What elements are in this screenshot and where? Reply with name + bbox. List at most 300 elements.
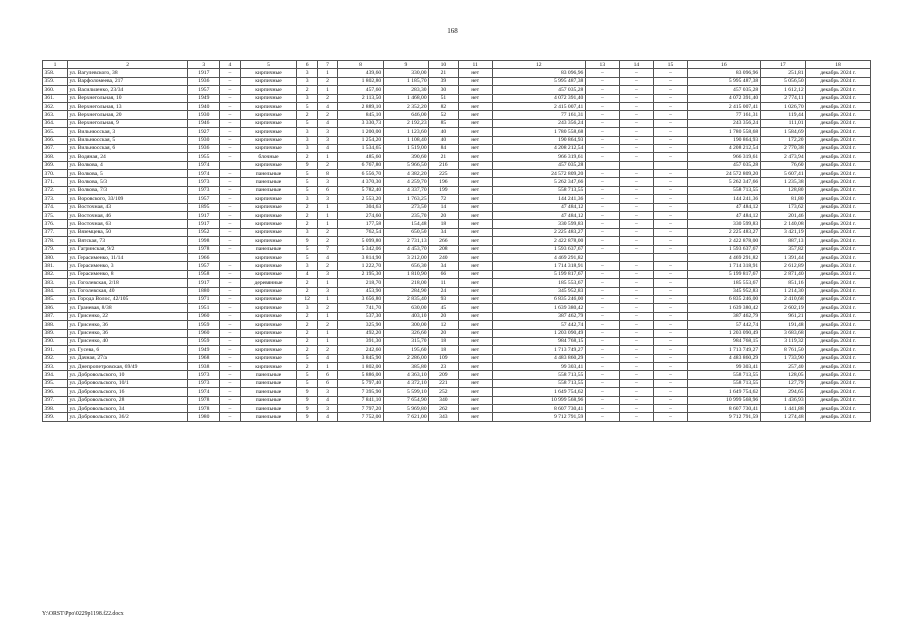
- table-cell: 99 303,41: [688, 363, 761, 371]
- table-cell: декабрь 2024 г.: [806, 396, 871, 404]
- table-cell: –: [653, 228, 687, 236]
- table-cell: ул. Днепропетровская, 69/49: [67, 363, 187, 371]
- table-cell: 1: [317, 69, 337, 77]
- table-cell: 1 534,65: [338, 144, 383, 152]
- table-cell: 3: [297, 136, 317, 144]
- table-cell: 558 713,55: [492, 371, 585, 379]
- table-cell: 7 752,00: [338, 413, 383, 421]
- table-row: [43, 86, 871, 94]
- table-cell: 283,30: [383, 86, 428, 94]
- table-cell: –: [585, 94, 619, 102]
- table-cell: –: [585, 102, 619, 110]
- table-cell: 325,90: [338, 321, 383, 329]
- table-cell: 5: [297, 371, 317, 379]
- table-cell: нет: [458, 279, 492, 287]
- table-cell: –: [619, 270, 653, 278]
- table-cell: ул. Добровольского, 36/2: [67, 413, 187, 421]
- table-cell: нет: [458, 153, 492, 161]
- table-cell: нет: [458, 262, 492, 270]
- table-cell: 845,10: [338, 111, 383, 119]
- table-cell: кирпичные: [240, 144, 297, 152]
- table-cell: 330 599,83: [492, 220, 585, 228]
- table-cell: –: [220, 337, 240, 345]
- table-row: [43, 170, 871, 178]
- table-cell: декабрь 2024 г.: [806, 321, 871, 329]
- table-cell: –: [619, 329, 653, 337]
- table-cell: кирпичные: [240, 212, 297, 220]
- table-cell: –: [585, 77, 619, 85]
- table-cell: 3 330,73: [338, 119, 383, 127]
- table-cell: 2: [317, 161, 337, 169]
- table-row: [43, 413, 871, 421]
- table-cell: 3: [297, 144, 317, 152]
- table-cell: 4 208 212,54: [492, 144, 585, 152]
- table-row: [43, 388, 871, 396]
- table-row: [43, 119, 871, 127]
- table-cell: –: [653, 363, 687, 371]
- table-cell: нет: [458, 77, 492, 85]
- table-cell: –: [585, 144, 619, 152]
- table-cell: –: [220, 413, 240, 421]
- table-cell: панельные: [240, 245, 297, 253]
- table-cell: –: [619, 346, 653, 354]
- table-cell: 361.: [43, 94, 68, 102]
- column-number-row: [43, 61, 871, 69]
- table-cell: –: [585, 220, 619, 228]
- table-cell: –: [653, 321, 687, 329]
- table-cell: кирпичные: [240, 69, 297, 77]
- table-cell: 251,81: [760, 69, 805, 77]
- table-cell: 2 602,19: [760, 304, 805, 312]
- table-cell: 397.: [43, 396, 68, 404]
- table-cell: декабрь 2024 г.: [806, 128, 871, 136]
- table-cell: –: [619, 77, 653, 85]
- table-cell: кирпичные: [240, 203, 297, 211]
- table-cell: 1974: [188, 388, 220, 396]
- table-cell: 1 235,38: [760, 178, 805, 186]
- table-cell: 1971: [188, 295, 220, 303]
- column-header: 14: [619, 61, 653, 69]
- table-cell: декабрь 2024 г.: [806, 136, 871, 144]
- table-cell: –: [220, 102, 240, 110]
- table-cell: 390,60: [383, 153, 428, 161]
- table-cell: ул. Вильнюсская, 6: [67, 144, 187, 152]
- table-cell: 1 733,90: [760, 354, 805, 362]
- table-cell: 20: [429, 329, 459, 337]
- table-cell: декабрь 2024 г.: [806, 405, 871, 413]
- table-cell: 394.: [43, 371, 68, 379]
- table-cell: декабрь 2024 г.: [806, 111, 871, 119]
- table-cell: ул. Восточная, 46: [67, 212, 187, 220]
- table-cell: 439,60: [338, 69, 383, 77]
- table-cell: панельные: [240, 186, 297, 194]
- table-cell: –: [220, 396, 240, 404]
- table-cell: нет: [458, 346, 492, 354]
- table-cell: –: [653, 396, 687, 404]
- table-cell: нет: [458, 119, 492, 127]
- table-cell: 961,21: [760, 312, 805, 320]
- table-cell: ул. Варфоломеева, 217: [67, 77, 187, 85]
- table-cell: –: [585, 153, 619, 161]
- table-cell: 3: [317, 405, 337, 413]
- table-cell: 3: [317, 136, 337, 144]
- table-cell: –: [619, 388, 653, 396]
- table-cell: декабрь 2024 г.: [806, 178, 871, 186]
- table-cell: 5 966,50: [383, 161, 428, 169]
- table-cell: 2 415 007,41: [492, 102, 585, 110]
- table-cell: 93: [429, 295, 459, 303]
- table-cell: 47 484,12: [688, 212, 761, 220]
- table-cell: 4 382,20: [383, 170, 428, 178]
- table-cell: –: [619, 237, 653, 245]
- table-cell: 1 810,90: [383, 270, 428, 278]
- table-cell: 457,60: [338, 86, 383, 94]
- table-cell: –: [585, 69, 619, 77]
- table-cell: 34: [429, 262, 459, 270]
- table-cell: декабрь 2024 г.: [806, 337, 871, 345]
- table-cell: кирпичные: [240, 136, 297, 144]
- table-cell: 9 712 791,59: [492, 413, 585, 421]
- table-cell: 84: [429, 144, 459, 152]
- table-cell: 457 035,28: [492, 161, 585, 169]
- table-cell: 82: [429, 102, 459, 110]
- table-cell: 4 259,70: [383, 178, 428, 186]
- table-cell: декабрь 2024 г.: [806, 170, 871, 178]
- table-cell: –: [585, 396, 619, 404]
- table-cell: нет: [458, 379, 492, 387]
- table-cell: декабрь 2024 г.: [806, 69, 871, 77]
- table-cell: –: [653, 153, 687, 161]
- table-cell: декабрь 2024 г.: [806, 102, 871, 110]
- table-cell: 243 356,24: [688, 119, 761, 127]
- table-cell: 2: [317, 77, 337, 85]
- table-cell: 40: [429, 136, 459, 144]
- table-cell: 128,80: [760, 186, 805, 194]
- table-cell: 4 453,70: [383, 245, 428, 253]
- table-cell: 34: [429, 228, 459, 236]
- table-cell: 177,58: [338, 220, 383, 228]
- table-cell: декабрь 2024 г.: [806, 363, 871, 371]
- table-cell: [619, 161, 653, 169]
- table-cell: 3: [297, 195, 317, 203]
- table-cell: –: [619, 413, 653, 421]
- table-cell: 364.: [43, 119, 68, 127]
- table-cell: 2: [317, 262, 337, 270]
- table-cell: 1917: [188, 220, 220, 228]
- table-cell: 218,70: [338, 279, 383, 287]
- table-cell: –: [653, 388, 687, 396]
- table-cell: 1978: [188, 405, 220, 413]
- table-cell: декабрь 2024 г.: [806, 77, 871, 85]
- table-cell: ул. Грисенко, 40: [67, 337, 187, 345]
- table-cell: –: [220, 279, 240, 287]
- table-cell: 83 096,96: [492, 69, 585, 77]
- table-cell: 5 886,00: [338, 371, 383, 379]
- table-cell: 18: [429, 220, 459, 228]
- table-row: [43, 295, 871, 303]
- table-cell: –: [220, 69, 240, 77]
- table-cell: 3 814,90: [338, 253, 383, 261]
- table-cell: 9: [297, 405, 317, 413]
- table-cell: 30: [429, 86, 459, 94]
- table-cell: –: [653, 354, 687, 362]
- table-row: [43, 161, 871, 169]
- table-row: [43, 220, 871, 228]
- table-row: [43, 144, 871, 152]
- table-cell: –: [653, 77, 687, 85]
- column-header: 16: [688, 61, 761, 69]
- table-cell: –: [653, 329, 687, 337]
- table-cell: –: [220, 363, 240, 371]
- table-cell: 851,16: [760, 279, 805, 287]
- table-cell: 6: [317, 371, 337, 379]
- table-cell: 3 421,19: [760, 228, 805, 236]
- table-cell: 266: [429, 237, 459, 245]
- table-cell: ул. Верхнегольная, 13: [67, 102, 187, 110]
- table-cell: 457 035,28: [492, 86, 585, 94]
- table-cell: кирпичные: [240, 77, 297, 85]
- table-cell: 396.: [43, 388, 68, 396]
- table-cell: декабрь 2024 г.: [806, 279, 871, 287]
- table-cell: ул. Васильченко, 23/34: [67, 86, 187, 94]
- table-cell: 154,48: [383, 220, 428, 228]
- table-cell: 1951: [188, 304, 220, 312]
- table-cell: 1 519,00: [383, 144, 428, 152]
- table-cell: нет: [458, 405, 492, 413]
- table-cell: 1 214,30: [760, 287, 805, 295]
- table-cell: кирпичные: [240, 304, 297, 312]
- table-cell: 3: [297, 128, 317, 136]
- table-cell: декабрь 2024 г.: [806, 153, 871, 161]
- table-cell: 1 780 558,68: [688, 128, 761, 136]
- table-cell: 5 099,80: [338, 237, 383, 245]
- table-cell: 2: [297, 86, 317, 94]
- table-cell: декабрь 2024 г.: [806, 245, 871, 253]
- table-cell: нет: [458, 203, 492, 211]
- table-cell: декабрь 2024 г.: [806, 354, 871, 362]
- table-cell: 12: [297, 295, 317, 303]
- table-cell: нет: [458, 186, 492, 194]
- table-cell: –: [653, 270, 687, 278]
- table-cell: –: [220, 228, 240, 236]
- table-cell: 7 395,90: [338, 388, 383, 396]
- table-cell: 1: [317, 86, 337, 94]
- table-cell: 4 483 860,29: [492, 354, 585, 362]
- table-row: [43, 379, 871, 387]
- table-cell: 646,00: [383, 111, 428, 119]
- table-cell: декабрь 2024 г.: [806, 161, 871, 169]
- table-cell: 7 841,10: [338, 396, 383, 404]
- table-row: [43, 262, 871, 270]
- table-cell: –: [585, 321, 619, 329]
- table-cell: 1973: [188, 178, 220, 186]
- table-row: [43, 178, 871, 186]
- table-cell: кирпичные: [240, 128, 297, 136]
- table-cell: нет: [458, 337, 492, 345]
- table-cell: 76,60: [760, 161, 805, 169]
- table-cell: 1: [317, 337, 337, 345]
- table-cell: 2 731,13: [383, 237, 428, 245]
- table-cell: 387 462,79: [688, 312, 761, 320]
- table-cell: 5 969,80: [383, 405, 428, 413]
- column-header: 13: [585, 61, 619, 69]
- table-cell: –: [653, 312, 687, 320]
- table-cell: 367.: [43, 144, 68, 152]
- table-cell: –: [220, 203, 240, 211]
- table-row: [43, 186, 871, 194]
- table-cell: ул. Добровольского, 28: [67, 396, 187, 404]
- table-cell: декабрь 2024 г.: [806, 304, 871, 312]
- table-cell: панельные: [240, 396, 297, 404]
- column-header: 8: [338, 61, 383, 69]
- table-cell: 1 200,00: [338, 128, 383, 136]
- table-cell: 1 802,80: [338, 77, 383, 85]
- table-cell: –: [585, 111, 619, 119]
- table-cell: 2 422 878,00: [688, 237, 761, 245]
- table-cell: –: [619, 228, 653, 236]
- table-cell: –: [619, 363, 653, 371]
- table-cell: –: [619, 312, 653, 320]
- table-cell: 381.: [43, 262, 68, 270]
- table-cell: нет: [458, 287, 492, 295]
- table-cell: –: [220, 212, 240, 220]
- table-cell: 5 782,40: [338, 186, 383, 194]
- table-cell: 1917: [188, 279, 220, 287]
- table-cell: –: [585, 346, 619, 354]
- table-cell: ул. Герасименко, 11/14: [67, 253, 187, 261]
- table-cell: –: [653, 136, 687, 144]
- table-cell: 2 195,30: [338, 270, 383, 278]
- column-header: 3: [188, 61, 220, 69]
- table-cell: 243 356,24: [492, 119, 585, 127]
- table-cell: нет: [458, 270, 492, 278]
- table-cell: –: [585, 195, 619, 203]
- table-cell: –: [619, 102, 653, 110]
- table-cell: 2: [297, 346, 317, 354]
- table-row: [43, 337, 871, 345]
- table-cell: –: [619, 396, 653, 404]
- table-cell: 2: [297, 279, 317, 287]
- table-cell: 21: [429, 69, 459, 77]
- table-cell: декабрь 2024 г.: [806, 212, 871, 220]
- table-cell: 1 593 637,67: [492, 245, 585, 253]
- table-cell: 1936: [188, 144, 220, 152]
- table-cell: –: [585, 86, 619, 94]
- table-row: [43, 354, 871, 362]
- table-cell: 558 713,55: [688, 379, 761, 387]
- table-cell: [585, 161, 619, 169]
- table-cell: 45: [429, 304, 459, 312]
- table-cell: 208: [429, 245, 459, 253]
- table-cell: –: [653, 245, 687, 253]
- table-cell: 5: [297, 354, 317, 362]
- table-cell: 1 649 754,62: [492, 388, 585, 396]
- table-cell: 21: [429, 153, 459, 161]
- table-cell: нет: [458, 128, 492, 136]
- table-cell: 1973: [188, 186, 220, 194]
- table-row: [43, 128, 871, 136]
- table-cell: –: [653, 371, 687, 379]
- table-cell: ул. Верхнегольная, 10: [67, 94, 187, 102]
- table-cell: 7 797,20: [338, 405, 383, 413]
- table-cell: 47 484,12: [492, 203, 585, 211]
- table-cell: кирпичные: [240, 321, 297, 329]
- table-cell: [585, 253, 619, 261]
- table-cell: –: [653, 86, 687, 94]
- table-cell: 1 222,70: [338, 262, 383, 270]
- table-cell: 4 072 391,40: [492, 94, 585, 102]
- table-cell: ул. Волкова, 5/3: [67, 178, 187, 186]
- table-row: [43, 321, 871, 329]
- table-cell: 1 802,00: [338, 363, 383, 371]
- table-cell: –: [619, 321, 653, 329]
- table-cell: –: [585, 186, 619, 194]
- table-cell: 1: [317, 220, 337, 228]
- table-cell: –: [653, 262, 687, 270]
- table-cell: 1930: [188, 136, 220, 144]
- table-cell: 1 026,70: [760, 102, 805, 110]
- table-row: [43, 195, 871, 203]
- table-cell: 1973: [188, 379, 220, 387]
- table-cell: 2: [297, 212, 317, 220]
- table-cell: 1978: [188, 396, 220, 404]
- column-header: 15: [653, 61, 687, 69]
- table-row: [43, 253, 871, 261]
- table-cell: 4 363,10: [383, 371, 428, 379]
- table-cell: –: [619, 186, 653, 194]
- table-row: [43, 153, 871, 161]
- table-cell: 984 768,15: [688, 337, 761, 345]
- table-cell: –: [585, 270, 619, 278]
- table-cell: 2 774,11: [760, 94, 805, 102]
- table-cell: 1960: [188, 312, 220, 320]
- table-cell: –: [220, 153, 240, 161]
- table-cell: 4: [317, 253, 337, 261]
- table-cell: 11: [429, 279, 459, 287]
- table-cell: 359.: [43, 77, 68, 85]
- table-cell: 2 835,40: [383, 295, 428, 303]
- table-cell: 83 096,96: [688, 69, 761, 77]
- table-cell: ул. Герасименко, 3: [67, 262, 187, 270]
- table-cell: 5 199 817,67: [688, 270, 761, 278]
- table-cell: 7 621,00: [383, 413, 428, 421]
- table-cell: кирпичные: [240, 161, 297, 169]
- table-cell: нет: [458, 102, 492, 110]
- table-cell: 966 319,61: [492, 153, 585, 161]
- table-cell: 966 319,61: [688, 153, 761, 161]
- table-cell: 9: [297, 237, 317, 245]
- table-cell: 2: [297, 329, 317, 337]
- table-cell: 4: [317, 144, 337, 152]
- table-cell: 1927: [188, 128, 220, 136]
- table-cell: 2 410,68: [760, 295, 805, 303]
- table-cell: –: [220, 119, 240, 127]
- table-cell: 2 192,23: [383, 119, 428, 127]
- table-cell: –: [653, 237, 687, 245]
- table-cell: 656,30: [383, 262, 428, 270]
- table-cell: 1938: [188, 363, 220, 371]
- table-cell: –: [585, 287, 619, 295]
- table-cell: 221: [429, 379, 459, 387]
- table-cell: 6 767,80: [338, 161, 383, 169]
- table-cell: 1 108,40: [383, 136, 428, 144]
- table-cell: [220, 253, 240, 261]
- table-cell: ул. Верхнегольная, 20: [67, 111, 187, 119]
- table-cell: нет: [458, 94, 492, 102]
- table-cell: 2 612,89: [760, 262, 805, 270]
- table-row: [43, 237, 871, 245]
- table-cell: 5: [297, 170, 317, 178]
